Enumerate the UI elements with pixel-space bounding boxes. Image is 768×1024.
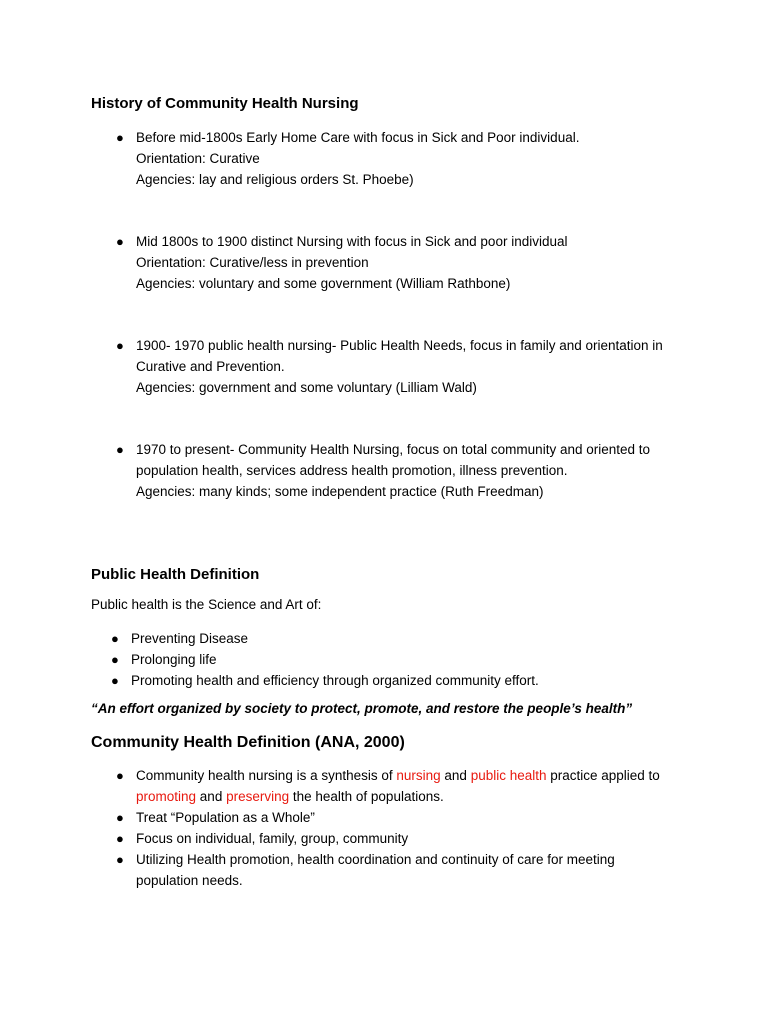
bullet-icon: ● [116, 338, 124, 353]
community-health-list [116, 765, 696, 891]
history-line: Agencies: many kinds; some independent practice (Ruth Freedman) [136, 484, 544, 499]
list-item-text: Preventing Disease [131, 631, 249, 646]
text-run: Community health nursing is a synthesis of [136, 768, 397, 783]
list-item [116, 807, 696, 828]
list-item [111, 649, 691, 670]
list-item-text: Prolonging life [131, 652, 217, 667]
community-health-heading: Community Health Definition (ANA, 2000) [91, 734, 405, 751]
highlight-promoting: promoting [136, 789, 197, 804]
history-line: 1900- 1970 public health nursing- Public Health Needs, focus in family and orientation in [136, 338, 663, 353]
highlight-nursing: nursing [396, 768, 441, 783]
text-run: and [440, 768, 471, 783]
list-item-line: Utilizing Health promotion, health coordination and continuity of care for meeting [136, 852, 615, 867]
text-run: practice applied to [546, 768, 660, 783]
synthesis-line-1 [136, 765, 696, 786]
history-heading: History of Community Health Nursing [91, 95, 359, 112]
history-item [116, 231, 696, 294]
list-item [116, 828, 696, 849]
public-health-quote: “An effort organized by society to protect, promote, and restore the people’s health” [91, 701, 633, 716]
history-line: Mid 1800s to 1900 distinct Nursing with focus in Sick and poor individual [136, 234, 568, 249]
history-item [116, 335, 696, 398]
list-item [111, 670, 691, 691]
bullet-icon: ● [116, 810, 124, 825]
bullet-icon: ● [111, 631, 119, 646]
list-item-text: Focus on individual, family, group, community [136, 831, 409, 846]
bullet-icon: ● [116, 130, 124, 145]
text-run: the health of populations. [289, 789, 444, 804]
bullet-icon: ● [116, 234, 124, 249]
history-line: Agencies: government and some voluntary (Lilliam Wald) [136, 380, 477, 395]
history-item [116, 127, 696, 190]
highlight-public-health: public health [470, 768, 547, 783]
history-line: Orientation: Curative/less in prevention [136, 255, 369, 270]
list-item [111, 628, 691, 649]
history-item [116, 439, 696, 502]
history-line: Curative and Prevention. [136, 359, 285, 374]
text-run: and [196, 789, 227, 804]
highlight-preserving: preserving [226, 789, 290, 804]
list-item-text: Treat “Population as a Whole” [136, 810, 315, 825]
public-health-intro: Public health is the Science and Art of: [91, 597, 322, 612]
bullet-icon: ● [116, 852, 124, 867]
bullet-icon: ● [111, 673, 119, 688]
bullet-icon: ● [116, 442, 124, 457]
list-item-line: population needs. [136, 873, 243, 888]
history-line: Agencies: voluntary and some government (William Rathbone) [136, 276, 511, 291]
bullet-icon: ● [116, 831, 124, 846]
public-health-list [111, 628, 691, 691]
history-line: Before mid-1800s Early Home Care with focus in Sick and Poor individual. [136, 130, 580, 145]
history-list [116, 127, 696, 543]
list-item-text: Promoting health and efficiency through organized community effort. [131, 673, 539, 688]
history-line: Agencies: lay and religious orders St. Phoebe) [136, 172, 414, 187]
history-line: 1970 to present- Community Health Nursing, focus on total community and oriented to [136, 442, 651, 457]
list-item [116, 765, 696, 807]
history-line: Orientation: Curative [136, 151, 260, 166]
list-item [116, 849, 696, 891]
bullet-icon: ● [111, 652, 119, 667]
bullet-icon: ● [116, 768, 124, 783]
history-line: population health, services address health promotion, illness prevention. [136, 463, 568, 478]
public-health-heading: Public Health Definition [91, 566, 260, 583]
synthesis-line-2 [136, 786, 696, 807]
